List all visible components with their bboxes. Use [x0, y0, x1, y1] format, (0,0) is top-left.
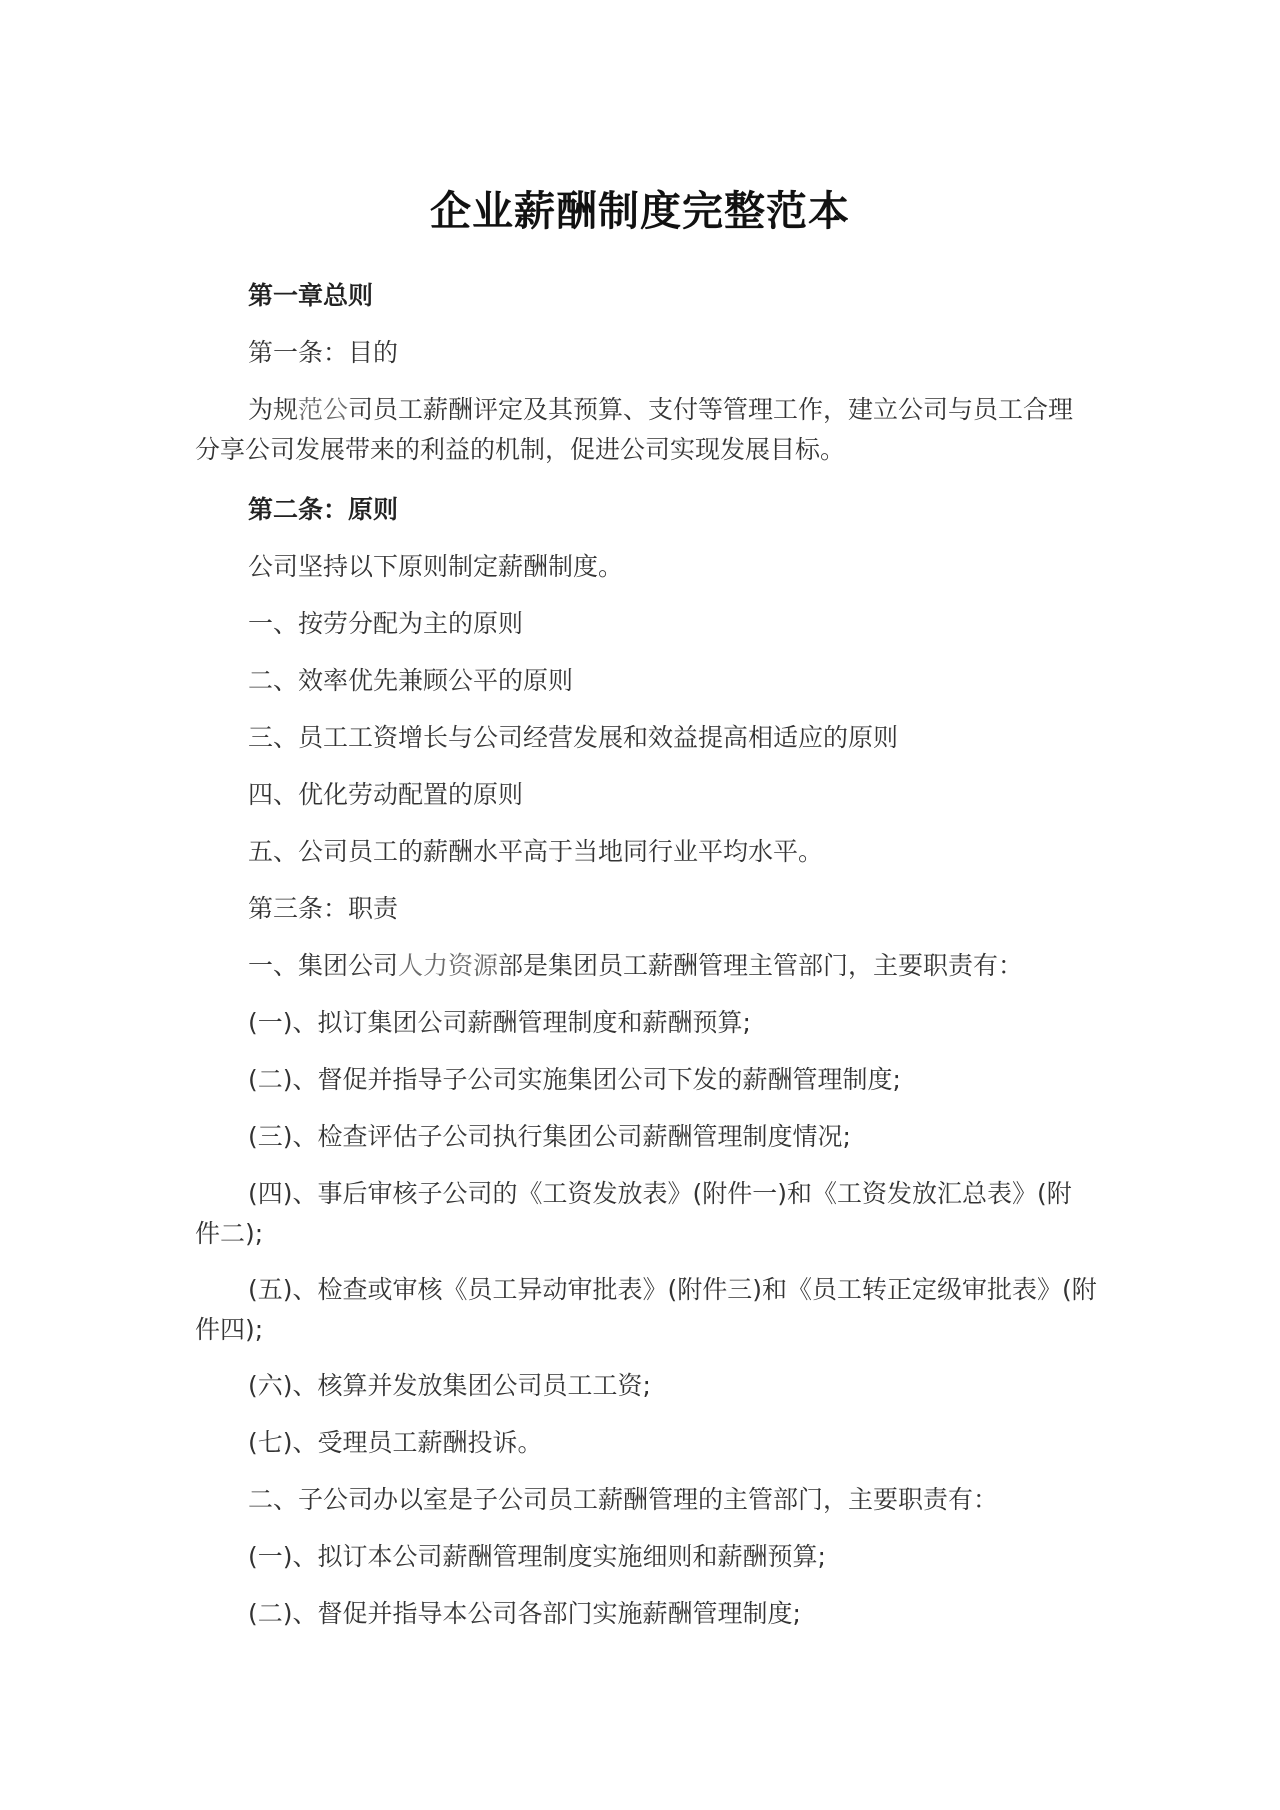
duty-2-item: (二)、督促并指导本公司各部门实施薪酬管理制度;	[248, 1599, 801, 1628]
principle-item: 三、员工工资增长与公司经营发展和效益提高相适应的原则	[248, 723, 899, 752]
duty-1-item: (一)、拟订集团公司薪酬管理制度和薪酬预算;	[248, 1008, 751, 1037]
principle-item: 二、效率优先兼顾公平的原则	[248, 666, 574, 695]
highlighted-text: 范公	[298, 395, 349, 424]
document-title: 企业薪酬制度完整范本	[430, 187, 850, 235]
article-2-heading: 第二条：原则	[248, 495, 399, 524]
article-1-line-1	[195, 390, 1100, 430]
duty-1-item: (二)、督促并指导子公司实施集团公司下发的薪酬管理制度;	[248, 1065, 901, 1094]
duty-1-item: (七)、受理员工薪酬投诉。	[248, 1428, 543, 1457]
text-line: 件四);	[195, 1315, 264, 1344]
article-3-heading: 第三条：职责	[248, 894, 399, 923]
duty-1-item-4	[195, 1174, 1100, 1254]
text-line: (四)、事后审核子公司的《工资发放表》(附件一)和《工资发放汇总表》(附	[248, 1179, 1072, 1208]
duty-2-heading: 二、子公司办以室是子公司员工薪酬管理的主管部门，主要职责有：	[248, 1485, 999, 1514]
text-line: 件二);	[195, 1219, 264, 1248]
duty-1-item: (三)、检查评估子公司执行集团公司薪酬管理制度情况;	[248, 1122, 851, 1151]
article-1-heading: 第一条：目的	[248, 338, 399, 367]
text-segment: 部是集团员工薪酬管理主管部门，主要职责有：	[498, 951, 1024, 980]
principle-item: 四、优化劳动配置的原则	[248, 780, 524, 809]
principle-item: 一、按劳分配为主的原则	[248, 609, 524, 638]
text-segment: 司员工薪酬评定及其预算、支付等管理工作，建立公司与员工合理	[348, 395, 1074, 424]
article-1-paragraph	[195, 390, 1100, 470]
text-segment: 一、集团公司	[248, 951, 399, 980]
duty-1-heading	[248, 946, 1023, 986]
duty-1-item: (六)、核算并发放集团公司员工工资;	[248, 1371, 651, 1400]
article-2-intro: 公司坚持以下原则制定薪酬制度。	[248, 552, 624, 581]
article-1-line-2: 分享公司发展带来的利益的机制，促进公司实现发展目标。	[195, 435, 846, 464]
duty-2-item: (一)、拟订本公司薪酬管理制度实施细则和薪酬预算;	[248, 1542, 826, 1571]
chapter-heading: 第一章总则	[248, 281, 374, 310]
highlighted-text: 人力资源	[398, 951, 499, 980]
text-line: (五)、检查或审核《员工异动审批表》(附件三)和《员工转正定级审批表》(附	[248, 1275, 1097, 1304]
principle-item: 五、公司员工的薪酬水平高于当地同行业平均水平。	[248, 837, 824, 866]
duty-1-item-5	[195, 1270, 1100, 1350]
text-segment: 为规	[248, 395, 299, 424]
